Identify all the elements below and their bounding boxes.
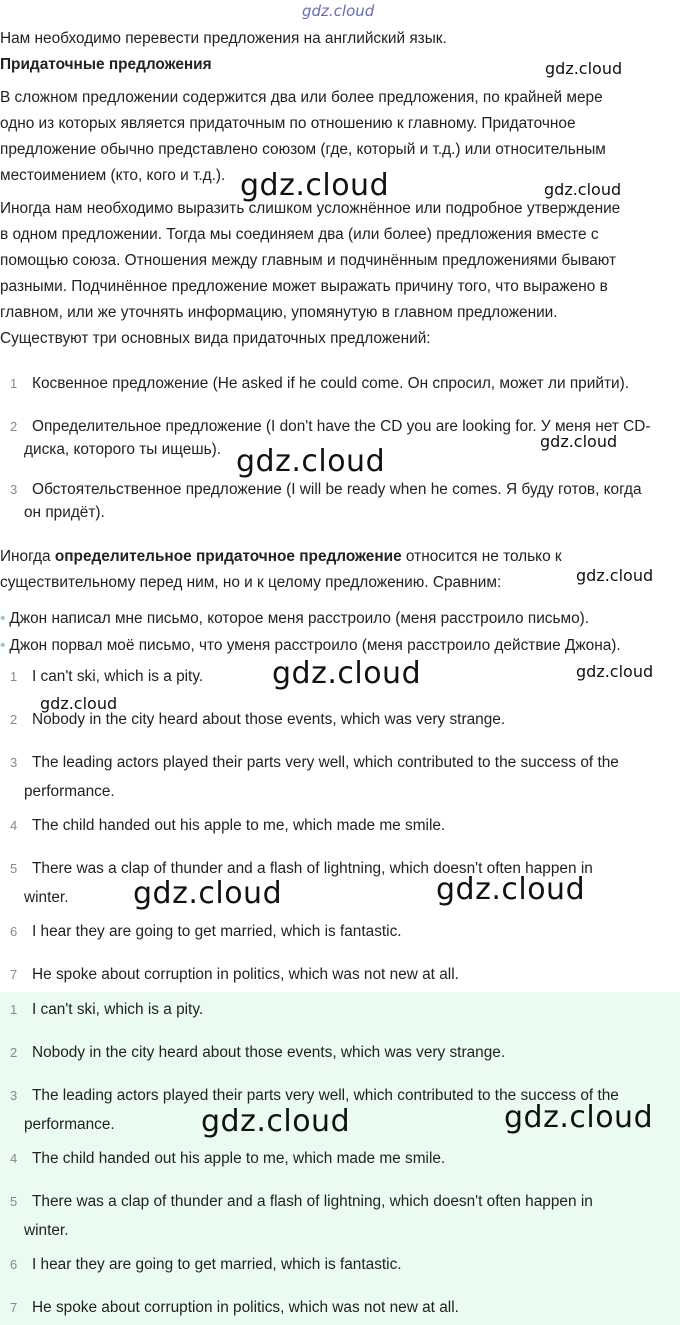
answer-number: 1 — [10, 669, 18, 684]
answer-text: Nobody in the city heard about those events, which was very strange. — [32, 711, 506, 728]
answer-text: I can't ski, which is a pity. — [32, 668, 204, 685]
answer-text: The leading actors played their parts very well, which contributed to the success of the — [32, 1087, 619, 1104]
answer-number: 7 — [10, 1300, 18, 1315]
para3-pre: Иногда — [0, 548, 55, 565]
watermark: gdz.cloud — [272, 656, 422, 691]
watermark: gdz.cloud — [133, 876, 283, 911]
watermark: gdz.cloud — [436, 872, 586, 907]
answer-text: There was a clap of thunder and a flash of lightning, which doesn't often happen in — [32, 860, 593, 877]
answer-text: I hear they are going to get married, which is fantastic. — [32, 1256, 402, 1273]
answer-number: 4 — [10, 818, 18, 833]
section-heading: Придаточные предложения — [0, 56, 212, 73]
answer-text: The leading actors played their parts very well, which contributed to the success of the — [32, 754, 619, 771]
list-number: 1 — [10, 376, 18, 391]
answer-number: 2 — [10, 1045, 18, 1060]
answer-number: 6 — [10, 1257, 18, 1272]
answer-number: 3 — [10, 1088, 18, 1103]
list-text: Обстоятельственное предложение (I will be ready when he comes. Я буду готов, когда — [32, 481, 642, 498]
watermark: gdz.cloud — [236, 444, 386, 479]
watermark: gdz.cloud — [240, 168, 390, 203]
watermark: gdz.cloud — [544, 180, 622, 199]
answer-text: There was a clap of thunder and a flash of lightning, which doesn't often happen in — [32, 1193, 593, 1210]
para1-line: местоимением (кто, кого и т.д.). — [0, 167, 226, 184]
para3-line — [0, 548, 562, 566]
bullet-item — [0, 610, 589, 628]
para2-line: Существуют три основных вида придаточных предложений: — [0, 330, 431, 347]
answer-number: 3 — [10, 755, 18, 770]
list-text: Определительное предложение (I don't have the CD you are looking for. У меня нет CD- — [32, 418, 651, 435]
answer-number: 5 — [10, 861, 18, 876]
answer-text: I hear they are going to get married, which is fantastic. — [32, 923, 402, 940]
watermark: gdz.cloud — [545, 59, 623, 78]
answer-text-cont: performance. — [24, 1116, 115, 1133]
answer-number: 5 — [10, 1194, 18, 1209]
para3-line: существительному перед ним, но и к целому предложению. Сравним: — [0, 574, 502, 591]
bullet-dot-icon: • — [0, 610, 6, 627]
watermark-top: gdz.cloud — [302, 2, 375, 20]
watermark: gdz.cloud — [540, 432, 618, 451]
para3-post: относится не только к — [401, 548, 562, 565]
answer-text-cont: performance. — [24, 783, 115, 800]
watermark: gdz.cloud — [576, 566, 654, 585]
list-text-cont: диска, которого ты ищешь). — [24, 441, 222, 458]
answer-number: 2 — [10, 712, 18, 727]
para2-line: главном, или же уточнять информацию, упомянутую в главном предложении. — [0, 304, 558, 321]
bullet-text: Джон написал мне письмо, которое меня расстроило (меня расстроило письмо). — [9, 610, 590, 627]
list-text: Косвенное предложение (He asked if he could come. Он спросил, может ли прийти). — [32, 375, 629, 392]
para2-line: в одном предложении. Тогда мы соединяем два (или более) предложения вместе с — [0, 226, 599, 243]
answer-number: 1 — [10, 1002, 18, 1017]
list-number: 2 — [10, 419, 18, 434]
answer-text: Nobody in the city heard about those events, which was very strange. — [32, 1044, 506, 1061]
answer-text: He spoke about corruption in politics, which was not new at all. — [32, 1299, 459, 1316]
answer-text-cont: winter. — [24, 1222, 69, 1239]
bullet-dot-icon: • — [0, 637, 6, 654]
answer-text: The child handed out his apple to me, which made me smile. — [32, 1150, 446, 1167]
para3-bold: определительное придаточное предложение — [54, 548, 402, 565]
list-number: 3 — [10, 482, 18, 497]
answer-text-cont: winter. — [24, 889, 69, 906]
para2-line: Иногда нам необходимо выразить слишком усложнённое или подробное утверждение — [0, 200, 621, 217]
para1-line: В сложном предложении содержится два или более предложения, по крайней мере — [0, 89, 603, 106]
answer-text: I can't ski, which is a pity. — [32, 1001, 204, 1018]
para2-line: разными. Подчинённое предложение может выражать причину того, что выражено в — [0, 278, 608, 295]
watermark: gdz.cloud — [201, 1104, 351, 1139]
bullet-text: Джон порвал моё письмо, что уменя расстроило (меня расстроило действие Джона). — [9, 637, 621, 654]
answer-text: The child handed out his apple to me, which made me smile. — [32, 817, 446, 834]
bullet-item — [0, 637, 621, 655]
answer-number: 7 — [10, 967, 18, 982]
intro-text: Нам необходимо перевести предложения на английский язык. — [0, 30, 447, 47]
answer-text: He spoke about corruption in politics, which was not new at all. — [32, 966, 459, 983]
para1-line: предложение обычно представлено союзом (где, который и т.д.) или относительным — [0, 141, 606, 158]
para2-line: помощью союза. Отношения между главным и подчинённым предложениями бывают — [0, 252, 617, 269]
list-text-cont: он придёт). — [24, 504, 105, 521]
watermark: gdz.cloud — [576, 662, 654, 681]
answer-number: 6 — [10, 924, 18, 939]
para1-line: одно из которых является придаточным по отношению к главному. Придаточное — [0, 115, 576, 132]
watermark: gdz.cloud — [504, 1100, 654, 1135]
answer-number: 4 — [10, 1151, 18, 1166]
watermark: gdz.cloud — [40, 694, 118, 713]
